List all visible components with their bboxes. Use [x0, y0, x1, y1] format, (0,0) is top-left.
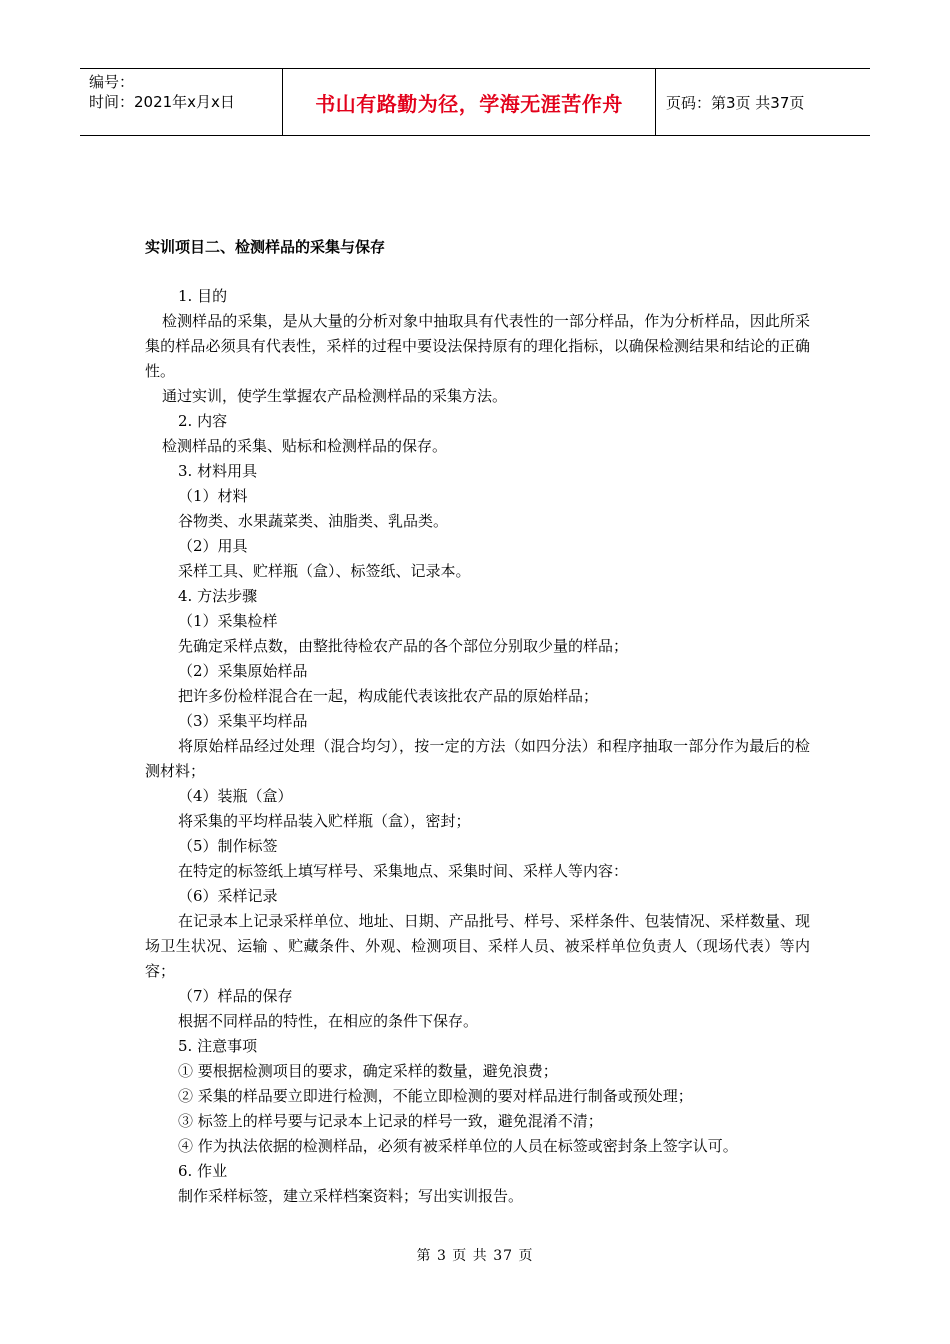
section-heading-method: 4. 方法步骤 [178, 587, 258, 605]
subheading-step-6: （6）采样记录 [178, 887, 278, 905]
section-heading-purpose: 1. 目的 [178, 287, 228, 305]
paragraph-step-6: 在记录本上记录采样单位、地址、日期、产品批号、样号、采样条件、包装情况、采样数量、现场卫生状况、运输 、贮藏条件、外观、检测项目、采样人员、被采样单位负责人（现场代表）等内容； [145, 912, 810, 980]
document-time-label: 时间：2021年x月x日 [89, 93, 235, 111]
paragraph-step-5: 在特定的标签纸上填写样号、采集地点、采集时间、采样人等内容： [178, 862, 629, 880]
paragraph-materials: 谷物类、水果蔬菜类、油脂类、乳品类。 [178, 512, 449, 530]
header-motto: 书山有路勤为径，学海无涯苦作舟 [282, 69, 656, 135]
document-title: 实训项目二、检测样品的采集与保存 [145, 238, 386, 256]
paragraph-step-3: 将原始样品经过处理（混合均匀），按一定的方法（如四分法）和程序抽取一部分作为最后的检测材料； [145, 737, 810, 780]
paragraph-content: 检测样品的采集、贴标和检测样品的保存。 [162, 437, 448, 455]
subheading-step-5: （5）制作标签 [178, 837, 278, 855]
note-item-3: ③ 标签上的样号要与记录本上记录的样号一致，避免混淆不清； [178, 1112, 603, 1130]
section-heading-materials: 3. 材料用具 [178, 462, 258, 480]
paragraph-step-7: 根据不同样品的特性，在相应的条件下保存。 [178, 1012, 479, 1030]
paragraph-step-1: 先确定采样点数，由整批待检农产品的各个部位分别取少量的样品； [178, 637, 629, 655]
subheading-step-7: （7）样品的保存 [178, 987, 293, 1005]
paragraph-step-2: 把许多份检样混合在一起，构成能代表该批农产品的原始样品； [178, 687, 599, 705]
section-heading-homework: 6. 作业 [178, 1162, 228, 1180]
paragraph-step-4: 将采集的平均样品装入贮样瓶（盒），密封； [178, 812, 471, 830]
header-meta [80, 69, 282, 135]
paragraph-homework: 制作采样标签，建立采样档案资料；写出实训报告。 [178, 1187, 524, 1205]
document-number-label: 编号： [89, 73, 135, 91]
subheading-step-1: （1）采集检样 [178, 612, 278, 630]
subheading-step-4: （4）装瓶（盒） [178, 787, 293, 805]
subheading-step-2: （2）采集原始样品 [178, 662, 308, 680]
note-item-1: ① 要根据检测项目的要求，确定采样的数量，避免浪费； [178, 1062, 558, 1080]
subheading-step-3: （3）采集平均样品 [178, 712, 308, 730]
paragraph-purpose: 检测样品的采集，是从大量的分析对象中抽取具有代表性的一部分样品，作为分析样品，因此所采集的样品必须具有代表性，采样的过程中要设法保持原有的理化指标，以确保检测结果和结论的正确性。 [145, 312, 810, 380]
paragraph-goal: 通过实训，使学生掌握农产品检测样品的采集方法。 [162, 387, 508, 405]
subheading-materials: （1）材料 [178, 487, 248, 505]
section-heading-notes: 5. 注意事项 [178, 1037, 258, 1055]
note-item-2: ② 采集的样品要立即进行检测，不能立即检测的要对样品进行制备或预处理； [178, 1087, 693, 1105]
header-page-info: 页码：第3页 共37页 [666, 93, 805, 112]
page-header [80, 68, 870, 136]
page-footer: 第 3 页 共 37 页 [416, 1248, 534, 1264]
subheading-tools: （2）用具 [178, 537, 248, 555]
paragraph-tools: 采样工具、贮样瓶（盒）、标签纸、记录本。 [178, 562, 471, 580]
section-heading-content: 2. 内容 [178, 412, 228, 430]
document-body [145, 284, 810, 1209]
note-item-4: ④ 作为执法依据的检测样品，必须有被采样单位的人员在标签或密封条上签字认可。 [178, 1137, 738, 1155]
